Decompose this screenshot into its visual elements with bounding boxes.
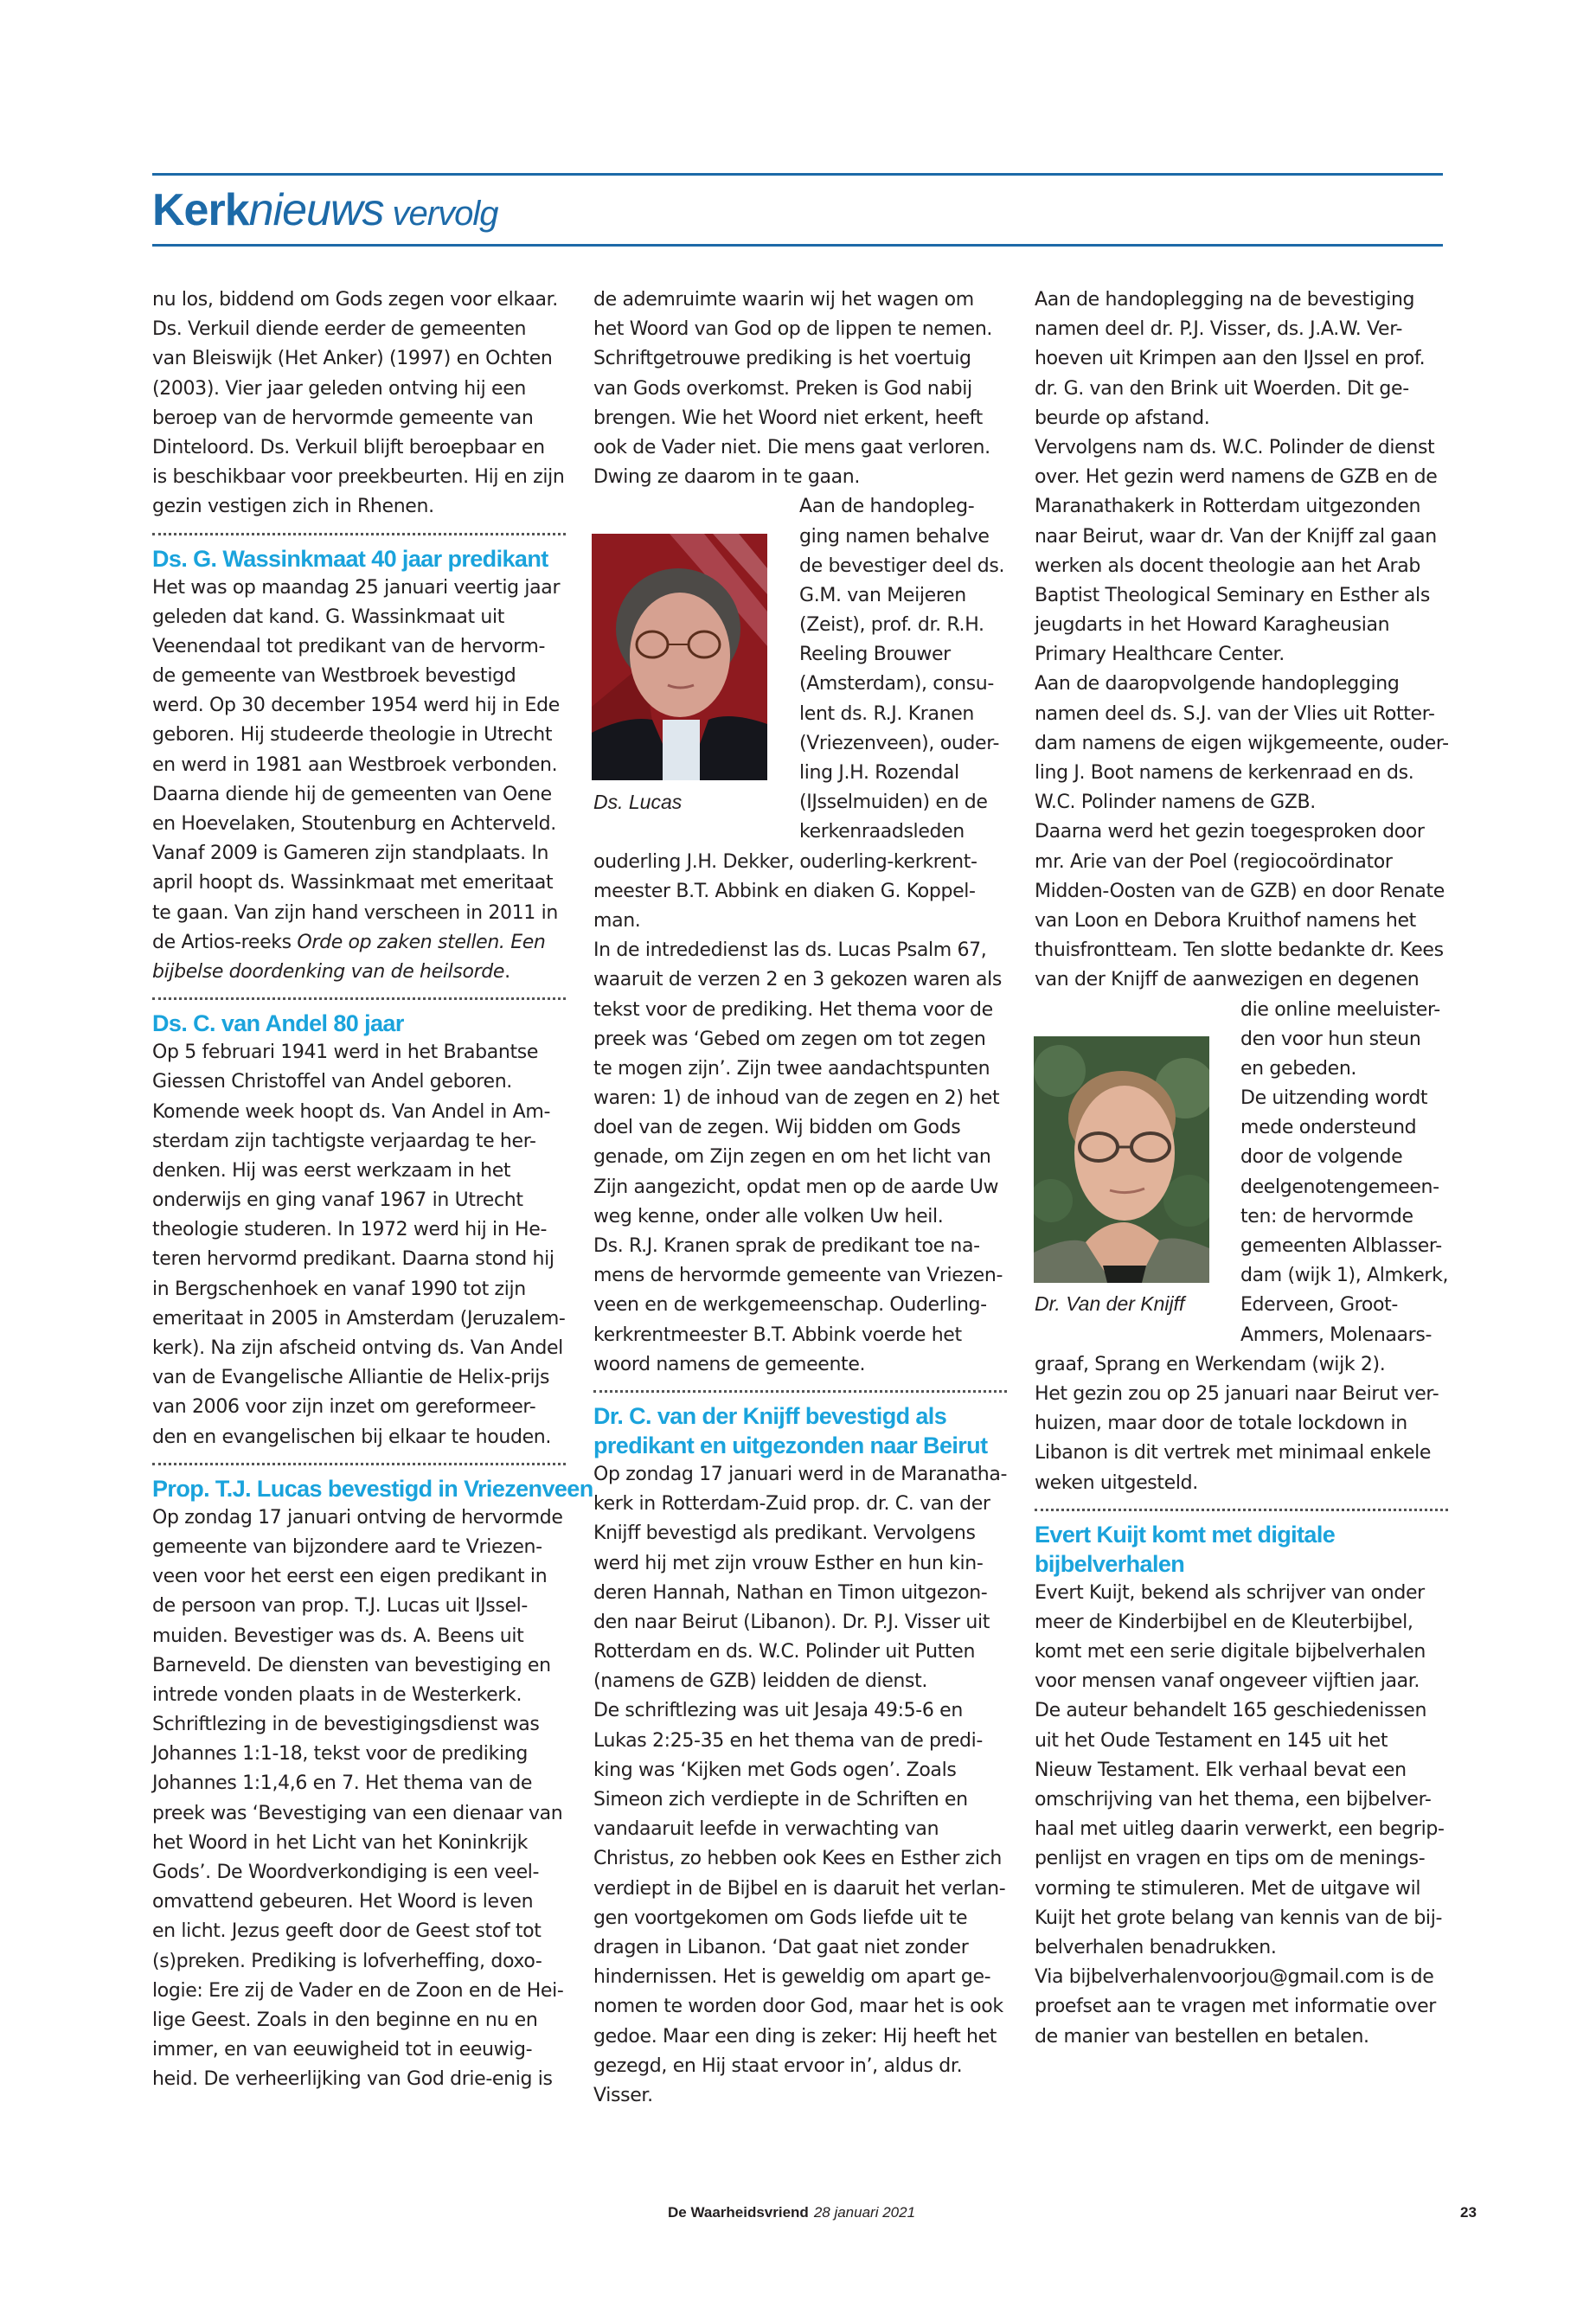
article-heading: Ds. G. Wassinkmaat 40 jaar predikant — [152, 545, 548, 572]
text-line: kerkrentmeester B.T. Abbink voerde het — [593, 1324, 962, 1346]
text-line: genade, om Zijn zegen en om het licht van — [593, 1146, 991, 1169]
text-line: Ds. Verkuil diende eerder de gemeenten — [152, 318, 527, 341]
text-line: W.C. Polinder namens de GZB. — [1035, 792, 1316, 814]
text-line: vorming te stimuleren. Met de uitgave wil — [1035, 1877, 1421, 1900]
text-line: waren: 1) de inhoud van de zegen en 2) het — [593, 1087, 1000, 1110]
text-line: gemeenten Alblasser- — [1240, 1235, 1442, 1257]
header-rule-top — [152, 173, 1443, 176]
text-line: omvattend gebeuren. Het Woord is leven — [152, 1891, 534, 1913]
text-line: den en evangelischen bij elkaar te houden. — [152, 1426, 552, 1448]
text-line: haal met uitleg daarin verwerkt, een begrip- — [1035, 1818, 1445, 1841]
text-line: meer de Kinderbijbel en de Kleuterbijbel, — [1035, 1611, 1413, 1633]
text-line: man. — [593, 909, 641, 932]
text-line: Dinteloord. Ds. Verkuil blijft beroepbaar en — [152, 436, 545, 458]
text-line: omschrijving van het thema, een bijbelver- — [1035, 1789, 1432, 1811]
text-line: dr. G. van den Brink uit Woerden. Dit ge- — [1035, 377, 1409, 400]
text-line: verdiept in de Bijbel en is daaruit het verlan- — [593, 1877, 1006, 1900]
text-line: in Bergschenhoek en vanaf 1990 tot zijn — [152, 1278, 526, 1300]
article-heading: bijbelverhalen — [1035, 1550, 1185, 1577]
text-line: het Woord van God op de lippen te nemen. — [593, 318, 993, 341]
text-line: dam namens de eigen wijkgemeente, ouder- — [1035, 732, 1449, 754]
text-line: den voor hun steun — [1240, 1028, 1421, 1050]
text-line: hindernissen. Het is geweldig om apart ge- — [593, 1966, 991, 1989]
text-line: weg kenne, onder alle volken Uw heil. — [593, 1205, 944, 1227]
continued-text — [152, 285, 567, 522]
text-line: onderwijs en ging vanaf 1967 in Utrecht — [152, 1189, 523, 1212]
text-line: veen en de werkgemeenschap. Ouderling- — [593, 1294, 987, 1317]
text-line: king was ‘Kijken met Gods ogen’. Zoals — [593, 1759, 957, 1781]
text-line: penlijst en vragen en tips om de menings- — [1035, 1848, 1426, 1870]
text-line: te gaan. Van zijn hand verscheen in 2011 in — [152, 901, 558, 924]
article-wassinkmaat — [152, 544, 567, 988]
text-line: gen voortgekomen om Gods liefde uit te — [593, 1907, 968, 1929]
text-line: geboren. Hij studeerde theologie in Utrecht — [152, 724, 553, 747]
text-line: logie: Ere zij de Vader en de Zoon en de Hei- — [152, 1979, 564, 2002]
dotted-separator — [593, 1390, 1007, 1393]
text-line: emeritaat in 2005 in Amsterdam (Jeruzalem- — [152, 1307, 566, 1330]
text-line: Maranathakerk in Rotterdam uitgezonden — [1035, 496, 1421, 518]
text-line: (namens de GZB) leidden de dienst. — [593, 1670, 928, 1693]
text-line: Evert Kuijt, bekend als schrijver van onder — [1035, 1581, 1425, 1604]
dotted-separator — [1035, 1509, 1448, 1511]
text-line: Daarna werd het gezin toegesproken door — [1035, 821, 1425, 843]
text-line: thuisfrontteam. Ten slotte bedankte dr. Kees — [1035, 939, 1444, 962]
text-line: en gebeden. — [1240, 1057, 1357, 1080]
text-line: van der Knijff de aanwezigen en degenen — [1035, 969, 1420, 991]
text-line: Schriftlezing in de bevestigingsdienst was — [152, 1714, 540, 1736]
text-line: gemeente van bijzondere aard te Vriezen- — [152, 1535, 542, 1558]
text-line: Het was op maandag 25 januari veertig jaar — [152, 576, 561, 599]
text-line: namen deel dr. P.J. Visser, ds. J.A.W. Ver- — [1035, 318, 1403, 341]
text-line: werd hij met zijn vrouw Esther en hun kin- — [593, 1552, 984, 1574]
header-rule-bottom — [152, 244, 1443, 247]
text-line: meester B.T. Abbink en diaken G. Koppel- — [593, 880, 976, 902]
text-line: Het gezin zou op 25 januari naar Beirut ver- — [1035, 1382, 1439, 1405]
text-line: Simeon zich verdiepte in de Schriften en — [593, 1789, 968, 1811]
text-line: teren hervormd predikant. Daarna stond hij — [152, 1248, 554, 1271]
text-line: Baptist Theological Seminary en Esther als — [1035, 584, 1430, 606]
text-line: van de Evangelische Alliantie de Helix-prijs — [152, 1367, 550, 1389]
text-line: Lukas 2:25-35 en het thema van de predi- — [593, 1729, 984, 1752]
text-line: preek was ‘Gebed om zegen om tot zegen — [593, 1028, 986, 1050]
text-line: Aan de handoplegging na de bevestiging — [1035, 289, 1415, 311]
text-line: ling J. Boot namens de kerkenraad en ds. — [1035, 762, 1414, 784]
text-line: Op zondag 17 januari ontving de hervormde — [152, 1506, 563, 1529]
text-line: lent ds. R.J. Kranen — [799, 702, 974, 725]
article-van-der-knijff — [593, 1401, 1009, 2111]
text-line: is beschikbaar voor preekbeurten. Hij en zijn — [152, 466, 565, 489]
article-heading: predikant en uitgezonden naar Beirut — [593, 1432, 988, 1458]
article-heading: Evert Kuijt komt met digitale — [1035, 1521, 1336, 1548]
text-line: ling J.H. Rozendal — [799, 762, 959, 784]
text-line: beroep van de hervormde gemeente van — [152, 407, 534, 429]
text-line: werken als docent theologie aan het Arab — [1035, 554, 1420, 577]
publication-date: 28 januari 2021 — [813, 2204, 916, 2221]
text-line: Vervolgens nam ds. W.C. Polinder de dienst — [1035, 436, 1435, 458]
text-line: gedoe. Maar een ding is zeker: Hij heeft het — [593, 2025, 997, 2048]
text-line: van 2006 voor zijn inzet om gereformeer- — [152, 1396, 536, 1419]
text-line: Dwing ze daarom in te gaan. — [593, 466, 861, 489]
text-line: kerk in Rotterdam-Zuid prop. dr. C. van der — [593, 1493, 990, 1516]
text-line: mede ondersteund — [1240, 1117, 1417, 1139]
text-line: nu los, biddend om Gods zegen voor elkaar. — [152, 289, 558, 311]
text-line: brengen. Wie het Woord niet erkent, heeft — [593, 407, 983, 429]
text-line: (Zeist), prof. dr. R.H. — [799, 614, 984, 637]
text-line — [152, 958, 567, 987]
text-line: Aan de handopleg- — [799, 496, 975, 518]
text-line: tekst voor de prediking. Het thema voor de — [593, 998, 993, 1021]
text-line: ging namen behalve — [799, 525, 990, 548]
text-line: dragen in Libanon. ‘Dat gaat niet zonder — [593, 1936, 969, 1958]
photo-caption: Dr. Van der Knijff — [1035, 1292, 1185, 1315]
text-line: Barneveld. De diensten van bevestiging en — [152, 1654, 551, 1676]
text-line: ouderling J.H. Dekker, ouderling-kerkrent- — [593, 850, 977, 873]
page-title — [152, 180, 497, 244]
text-line: Gods’. De Woordverkondiging is een veel- — [152, 1862, 540, 1883]
text-line: kerkenraadsleden — [799, 821, 965, 843]
text-line: (IJsselmuiden) en de — [799, 792, 988, 814]
text-line: voor mensen vanaf ongeveer vijftien jaar. — [1035, 1670, 1420, 1693]
text-line: Ammers, Molenaars- — [1240, 1324, 1433, 1346]
text-line: beurde op afstand. — [1035, 407, 1210, 429]
text-line: van Bleiswijk (Het Anker) (1997) en Ochten — [152, 348, 553, 370]
text-line: ten: de hervormde — [1240, 1205, 1413, 1227]
publication-name: De Waarheidsvriend — [668, 2204, 809, 2221]
text-line: Rotterdam en ds. W.C. Polinder uit Putten — [593, 1641, 976, 1663]
article-heading: Dr. C. van der Knijff bevestigd als — [593, 1402, 947, 1429]
article-heading: Prop. T.J. Lucas bevestigd in Vriezenveen — [152, 1475, 593, 1502]
text-line: lige Geest. Zoals in den beginne en nu en — [152, 2009, 538, 2031]
text-plain: . — [504, 960, 510, 983]
text-line: gezegd, en Hij staat ervoor in’, aldus dr. — [593, 2054, 963, 2077]
photo-dr-van-der-knijff — [1034, 1036, 1209, 1283]
text-line: Zijn aangezicht, opdat men op de aarde Uw — [593, 1176, 999, 1198]
text-plain: de Artios-reeks — [152, 931, 298, 953]
book-title: bijbelse doordenking van de heilsorde — [152, 960, 505, 983]
book-title: Orde op zaken stellen. Een — [297, 931, 546, 953]
text-line: Christus, zo hebben ook Kees en Esther zich — [593, 1848, 1002, 1870]
text-line: Midden-Oosten van de GZB) en door Renate — [1035, 880, 1445, 902]
text-line: Nieuw Testament. Elk verhaal bevat een — [1035, 1759, 1407, 1781]
text-line: Kuijt het grote belang van kennis van de bij- — [1035, 1907, 1443, 1929]
title-bold: Kerk — [152, 185, 249, 235]
text-line: het Woord in het Licht van het Koninkrijk — [152, 1831, 528, 1854]
text-line: de ademruimte waarin wij het wagen om — [593, 289, 974, 311]
text-line: Visser. — [593, 2084, 653, 2106]
text-line: nomen te worden door God, maar het is ook — [593, 1996, 1003, 2018]
dotted-separator — [152, 997, 566, 1000]
text-line: en Hoevelaken, Stoutenburg en Achterveld. — [152, 813, 556, 835]
text-line: waaruit de verzen 2 en 3 gekozen waren als — [593, 969, 1003, 991]
text-line: komt met een serie digitale bijbelverhalen — [1035, 1641, 1426, 1663]
text-line: veen voor het eerst een eigen predikant in — [152, 1566, 548, 1588]
text-line: De uitzending wordt — [1240, 1087, 1428, 1110]
text-line: De schriftlezing was uit Jesaja 49:5-6 en — [593, 1700, 963, 1722]
text-line: Reeling Brouwer — [799, 644, 951, 666]
text-line: de manier van bestellen en betalen. — [1035, 2025, 1369, 2048]
text-line: naar Beirut, waar dr. Van der Knijff zal gaan — [1035, 525, 1437, 548]
text-line: Ederveen, Groot- — [1240, 1294, 1398, 1317]
text-line: den naar Beirut (Libanon). Dr. P.J. Visser uit — [593, 1611, 990, 1633]
text-line: kerk). Na zijn afscheid ontving ds. Van Andel — [152, 1337, 563, 1359]
text-line: doel van de zegen. Wij bidden om Gods — [593, 1117, 961, 1139]
text-line: woord namens de gemeente. — [593, 1353, 866, 1375]
text-line: deren Hannah, Nathan en Timon uitgezon- — [593, 1581, 988, 1604]
text-line: Op zondag 17 januari werd in de Maranatha- — [593, 1463, 1008, 1485]
text-line: deelgenotengemeen- — [1240, 1176, 1439, 1198]
text-line: vandaaruit leefde in verwachting van — [593, 1818, 939, 1841]
text-line: immer, en van eeuwigheid tot in eeuwig- — [152, 2039, 533, 2061]
text-line: de gemeente van Westbroek bevestigd — [152, 665, 516, 688]
text-line: belverhalen benadrukken. — [1035, 1936, 1277, 1958]
dotted-separator — [152, 1463, 566, 1465]
article-lucas — [152, 1474, 593, 2095]
text-line: Schriftgetrouwe prediking is het voertuig — [593, 348, 971, 370]
text-line: van Gods overkomst. Preken is God nabij — [593, 377, 972, 400]
text-line: Aan de daaropvolgende handoplegging — [1035, 673, 1400, 695]
text-line: (Vriezenveen), ouder- — [799, 732, 1000, 754]
text-line: Knijff bevestigd als predikant. Vervolgens — [593, 1522, 976, 1545]
text-line: geleden dat kand. G. Wassinkmaat uit — [152, 606, 505, 628]
text-line: over. Het gezin werd namens de GZB en de — [1035, 466, 1438, 489]
text-line: graaf, Sprang en Werkendam (wijk 2). — [1035, 1353, 1386, 1375]
email-text-line: Via bijbelverhalenvoorjou@gmail.com is de — [1035, 1966, 1434, 1989]
text-line: april hoopt ds. Wassinkmaat met emeritaat — [152, 872, 554, 894]
text-line: uit het Oude Testament en 145 uit het — [1035, 1729, 1388, 1752]
text-line: namen deel ds. S.J. van der Vlies uit Rotter- — [1035, 702, 1435, 725]
text-line: jeugdarts in het Howard Karagheusian — [1035, 614, 1390, 637]
text-line: intrede vonden plaats in de Westerkerk. — [152, 1683, 522, 1706]
text-line: Johannes 1:1,4,6 en 7. Het thema van de — [152, 1772, 533, 1795]
text-line: mens de hervormde gemeente van Vriezen- — [593, 1265, 1003, 1287]
column-1 — [152, 285, 593, 2095]
text-line: Vanaf 2009 is Gameren zijn standplaats. In — [152, 843, 549, 865]
page-number: 23 — [1460, 2204, 1477, 2221]
portrait-image — [592, 534, 767, 780]
text-line: De auteur behandelt 165 geschiedenissen — [1035, 1700, 1427, 1722]
text-line: muiden. Bevestiger was ds. A. Beens uit — [152, 1625, 524, 1647]
text-line: Komende week hoopt ds. Van Andel in Am- — [152, 1100, 551, 1123]
footer-publication — [668, 2204, 915, 2221]
photo-caption: Ds. Lucas — [593, 791, 683, 813]
text-line: werd. Op 30 december 1954 werd hij in Ede — [152, 695, 560, 717]
text-line: mr. Arie van der Poel (regiocoördinator — [1035, 850, 1393, 873]
text-line: preek was ‘Bevestiging van een dienaar van — [152, 1802, 563, 1824]
text-line: G.M. van Meijeren — [799, 584, 966, 606]
text-line: denken. Hij was eerst werkzaam in het — [152, 1159, 511, 1182]
text-line: gezin vestigen zich in Rhenen. — [152, 496, 434, 518]
text-line: de persoon van prop. T.J. Lucas uit IJssel- — [152, 1595, 528, 1618]
text-line: en licht. Jezus geeft door de Geest stof tot — [152, 1920, 542, 1943]
text-line: heid. De verheerlijking van God drie-enig is — [152, 2068, 553, 2091]
text-line: theologie studeren. In 1972 werd hij in He- — [152, 1219, 548, 1241]
text-line: de bevestiger deel ds. — [799, 554, 1005, 577]
dotted-separator — [152, 533, 566, 535]
text-line: dam (wijk 1), Almkerk, — [1240, 1265, 1449, 1287]
portrait-image — [1034, 1036, 1209, 1283]
text-line: en werd in 1981 aan Westbroek verbonden. — [152, 753, 558, 776]
title-italic: nieuws — [248, 185, 384, 235]
text-line — [152, 928, 567, 958]
text-line: Libanon is dit vertrek met minimaal enkele — [1035, 1442, 1432, 1465]
text-line: Veenendaal tot predikant van de hervorm- — [152, 635, 546, 657]
text-line: Giessen Christoffel van Andel geboren. — [152, 1071, 512, 1093]
text-line: Op 5 februari 1941 werd in het Brabantse — [152, 1042, 539, 1064]
title-suffix: vervolg — [392, 195, 498, 233]
text-line: ook de Vader niet. Die mens gaat verloren. — [593, 436, 990, 458]
text-line: die online meeluister- — [1240, 998, 1440, 1021]
article-heading: Ds. C. van Andel 80 jaar — [152, 1010, 404, 1037]
text-line: (Amsterdam), consu- — [799, 673, 994, 695]
text-line: (2003). Vier jaar geleden ontving hij een — [152, 377, 526, 400]
text-line: sterdam zijn tachtigste verjaardag te her- — [152, 1130, 536, 1152]
text-line: (s)preken. Prediking is lofverheffing, doxo- — [152, 1950, 542, 1972]
text-line: proefset aan te vragen met informatie over — [1035, 1996, 1436, 2018]
article-van-andel — [152, 1009, 567, 1452]
text-line: weken uitgesteld. — [1035, 1471, 1198, 1494]
photo-ds-lucas — [592, 534, 767, 780]
text-line: In de intrededienst las ds. Lucas Psalm 67, — [593, 939, 987, 962]
text-line: Daarna diende hij de gemeenten van Oene — [152, 783, 552, 805]
text-line: Primary Healthcare Center. — [1035, 644, 1285, 666]
text-line: door de volgende — [1240, 1146, 1403, 1169]
text-line: Johannes 1:1-18, tekst voor de prediking — [152, 1743, 528, 1766]
text-line: huizen, maar door de totale lockdown in — [1035, 1413, 1407, 1435]
text-line: te mogen zijn’. Zijn twee aandachtspunten — [593, 1057, 990, 1080]
text-line: Ds. R.J. Kranen sprak de predikant toe na- — [593, 1235, 980, 1257]
article-evert-kuijt — [1035, 1520, 1450, 2052]
text-line: van Loon en Debora Kruithof namens het — [1035, 909, 1416, 932]
text-line: hoeven uit Krimpen aan den IJssel en prof. — [1035, 348, 1426, 370]
